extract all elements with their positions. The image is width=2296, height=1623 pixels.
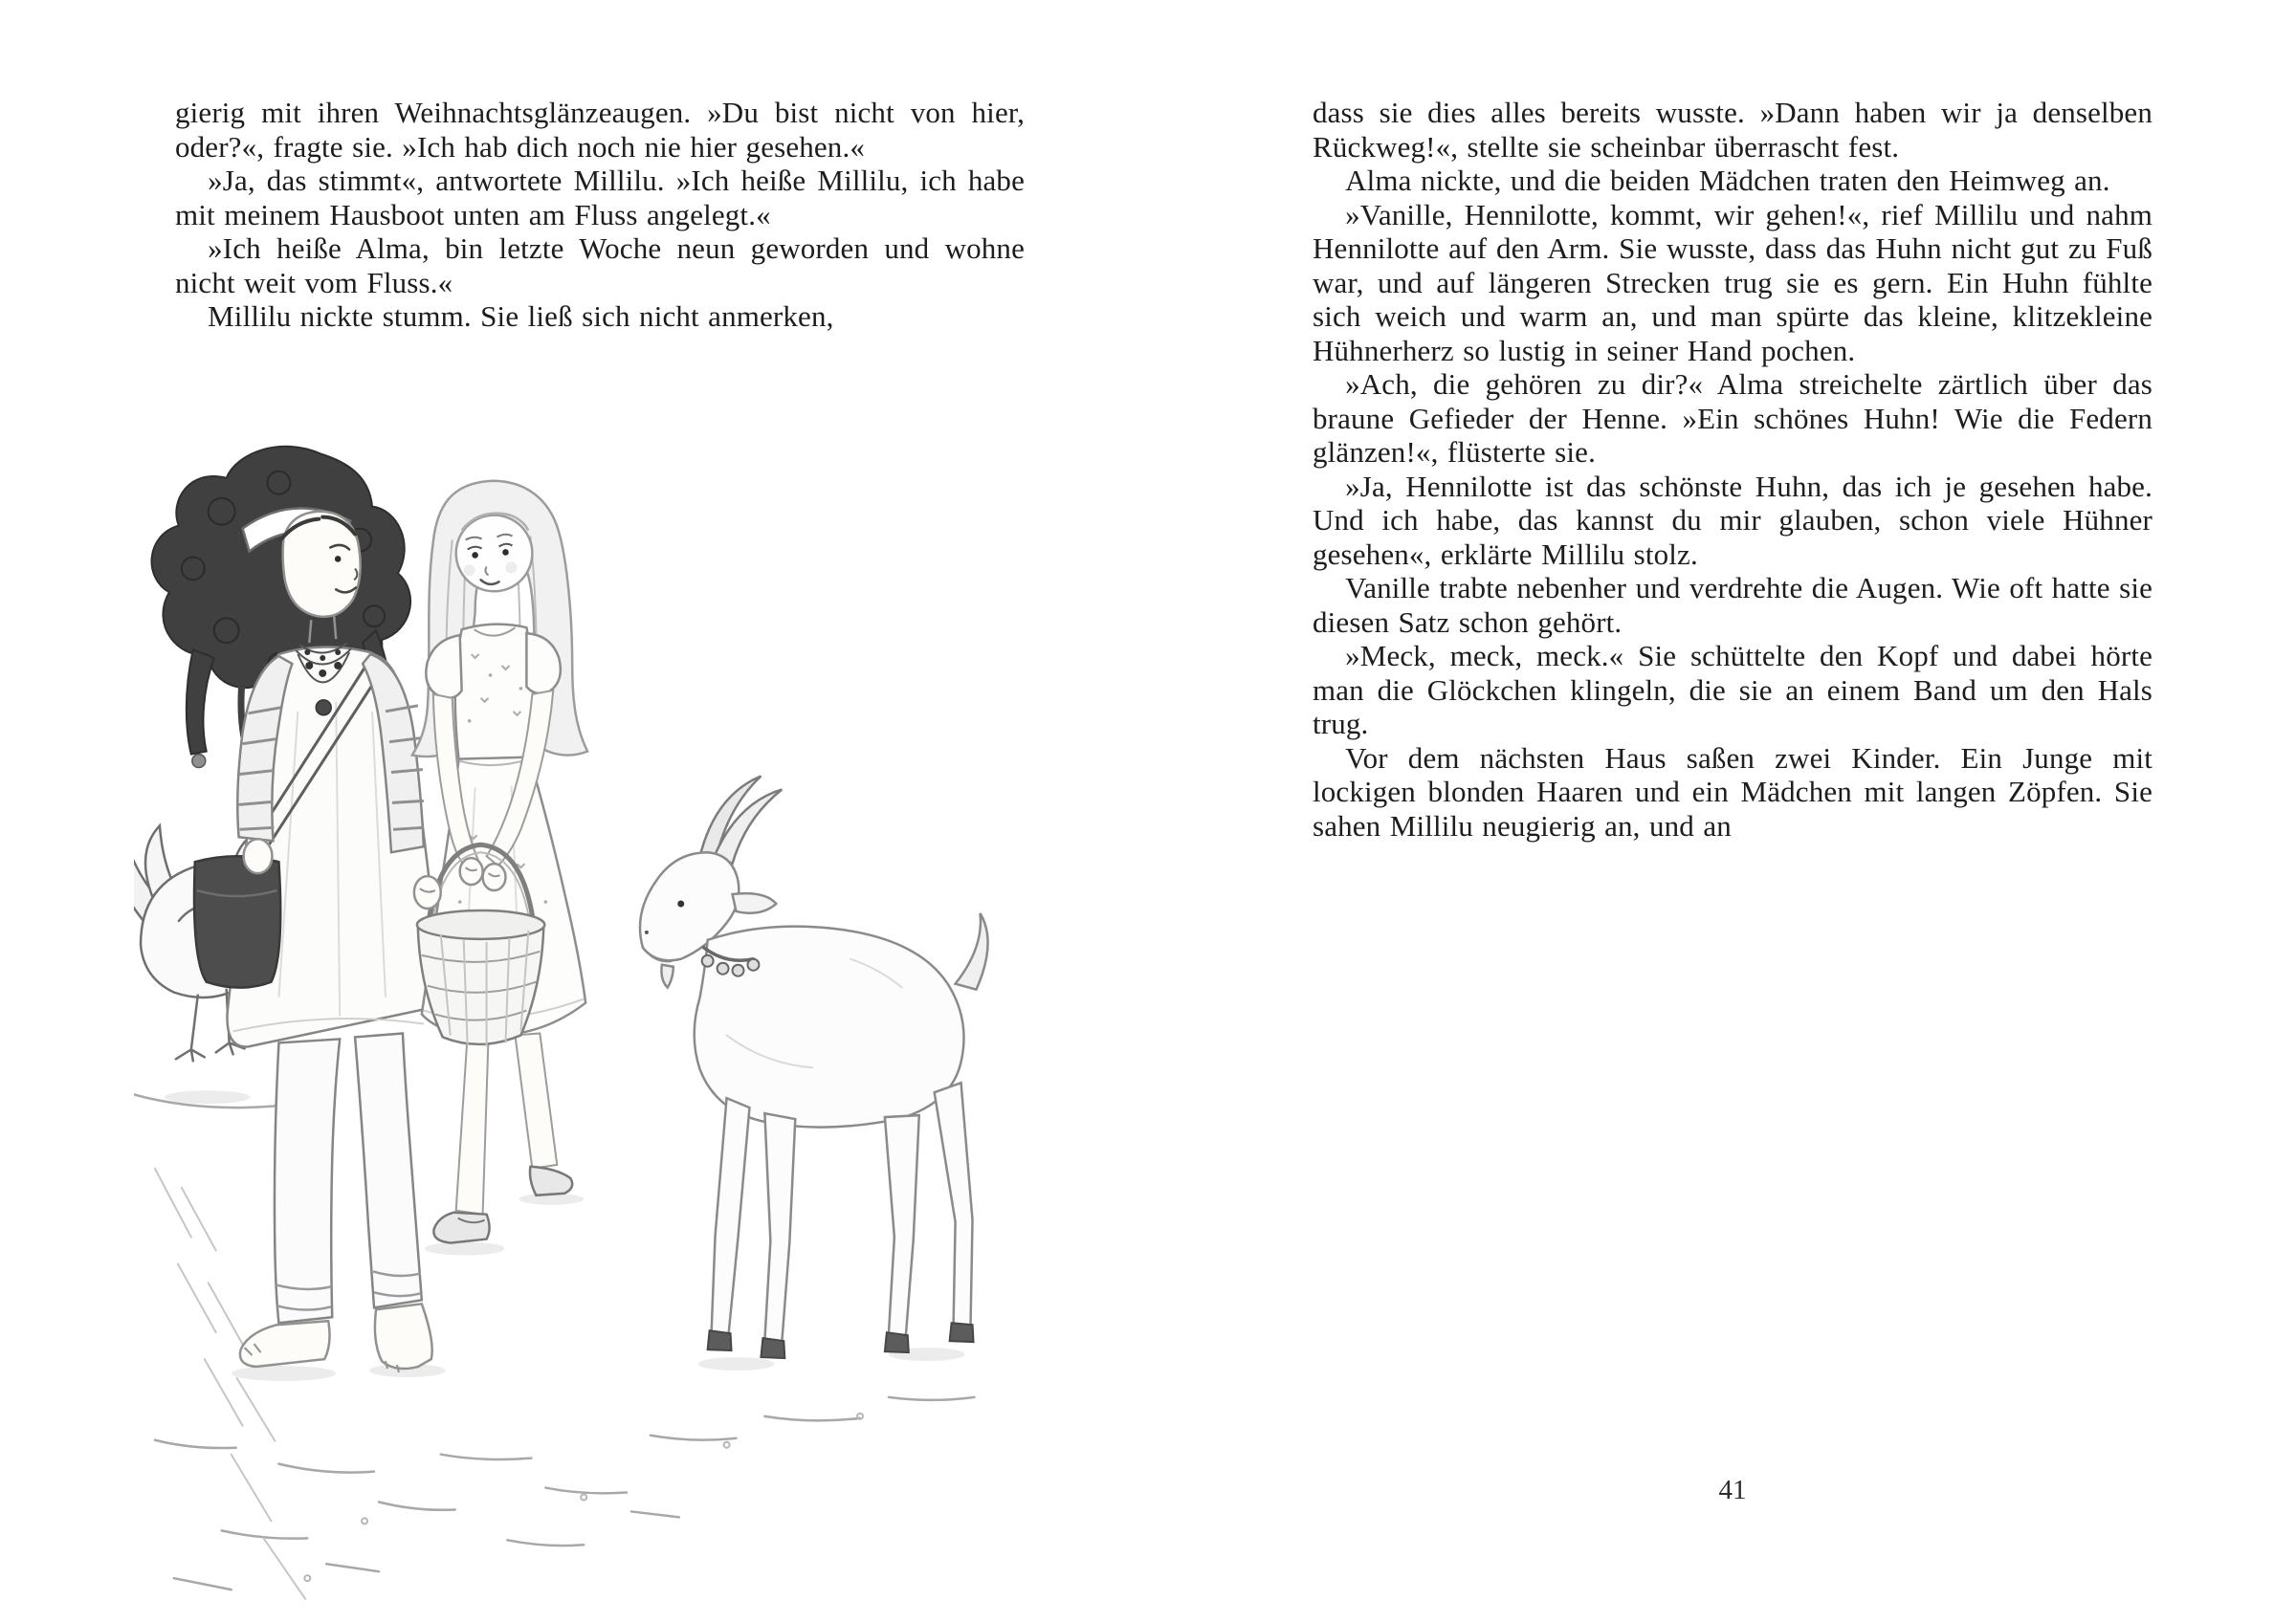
illustration (134, 426, 1110, 1616)
alma-face (456, 514, 533, 592)
paragraph: Vor dem nächsten Haus saßen zwei Kinder. Ein Junge mit lockigen blonden Haaren und ein Mädchen mit langen Zöpfen. Sie sahen Millilu neugierig an, und an (1313, 740, 2152, 843)
paragraph: »Vanille, Hennilotte, kommt, wir gehen!«, rief Millilu und nahm Hennilotte auf den Arm. Sie wusste, dass das Huhn nicht gut zu Fuß war, und auf längeren Strecken trug sie es gern. Ein Huhn fühlte sich weich und warm an, und man spürte das kleine, klitzekleine Hühnerherz so lustig in seiner Hand pochen. (1313, 197, 2152, 367)
paragraph: gierig mit ihren Weihnachtsglänzeaugen. »Du bist nicht von hier, oder?«, fragte sie. »Ich hab dich noch nie hier gesehen.« (175, 96, 1025, 164)
goat-beard (661, 965, 673, 988)
page-number: 41 (1718, 1475, 1747, 1505)
millilu-bag (194, 856, 280, 987)
goat-body (695, 927, 964, 1128)
paragraph: »Ach, die gehören zu dir?« Alma streichelte zärtlich über das braune Gefieder der Henne. »Ein schönes Huhn! Wie die Federn glänzen!«, flüsterte sie. (1313, 367, 2152, 469)
right-page-text (1313, 96, 2152, 843)
paragraph: »Ja, das stimmt«, antwortete Millilu. »Ich heiße Millilu, ich habe mit meinem Hausboot unten am Fluss angelegt.« (175, 164, 1025, 231)
left-page-text (175, 96, 1025, 334)
goat (640, 777, 988, 1371)
alma-shoes (433, 1167, 572, 1243)
paragraph: »Ja, Hennilotte ist das schönste Huhn, das ich je gesehen habe. Und ich habe, das kannst du mir glauben, schon viele Hühner gesehen«, erklärte Millilu stolz. (1313, 469, 2152, 571)
millilu-pants (275, 1033, 422, 1323)
millilu-face (280, 512, 360, 617)
millilu-feet (240, 1304, 432, 1372)
goat-ear (733, 893, 777, 913)
goat-tail (956, 913, 988, 990)
paragraph: dass sie dies alles bereits wusste. »Dann haben wir ja denselben Rückweg!«, stellte sie scheinbar überrascht fest. (1313, 96, 2152, 164)
pebbles (304, 1414, 863, 1581)
paragraph: »Ich heiße Alma, bin letzte Woche neun geworden und wohne nicht weit vom Fluss.« (175, 231, 1025, 299)
paragraph: »Meck, meck, meck.« Sie schüttelte den Kopf und dabei hörte man die Glöckchen klingeln, die sie an einem Band um den Hals trug. (1313, 639, 2152, 740)
paragraph: Alma nickte, und die beiden Mädchen traten den Heimweg an. (1345, 164, 2110, 197)
paragraph: Millilu nickte stumm. Sie ließ sich nicht anmerken, (208, 299, 834, 333)
millilu (152, 447, 446, 1381)
paragraph: Vanille trabte nebenher und verdrehte die Augen. Wie oft hatte sie diesen Satz schon gehört. (1313, 571, 2152, 639)
